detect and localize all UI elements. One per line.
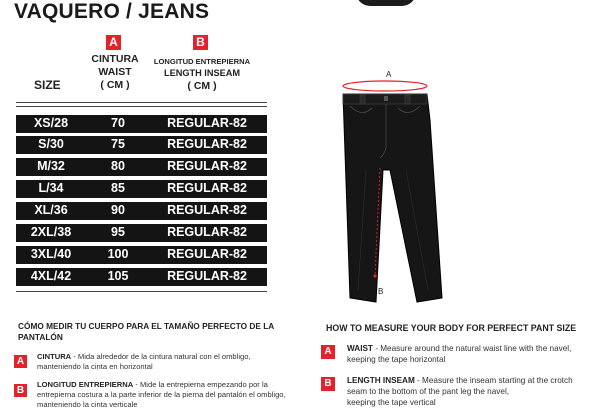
es-inseam-line3: manteniendo la cinta verticale: [37, 400, 138, 409]
product-image-fragment: [356, 0, 416, 6]
en-waist-line1: - Measure around the natural waist line with the navel,: [372, 344, 572, 353]
cell-waist: 100: [107, 247, 129, 261]
en-badge-b: B: [321, 377, 335, 391]
cell-waist: 95: [111, 225, 125, 239]
cell-size: 3XL/40: [30, 247, 72, 261]
jeans-icon: [343, 94, 442, 302]
waist-header-en: WAIST: [98, 66, 132, 78]
cell-waist: 90: [111, 203, 125, 217]
inseam-header-unit: ( CM ): [187, 80, 217, 92]
en-waist-term: WAIST: [347, 344, 373, 353]
es-waist-term: CINTURA: [37, 352, 72, 361]
cell-size: XL/36: [34, 203, 68, 217]
page-title: VAQUERO / JEANS: [14, 0, 210, 23]
en-inseam-line3: keeping the tape vertical: [347, 398, 436, 407]
table-bottom-divider: [16, 291, 267, 292]
button-icon: [384, 96, 388, 101]
header-divider: [16, 102, 267, 103]
inseam-header-en: LENGTH INSEAM: [163, 68, 241, 78]
inseam-header: [140, 56, 264, 93]
waist-header-unit: ( CM ): [100, 79, 130, 91]
jeans-diagram: [300, 60, 460, 318]
cell-inseam: REGULAR-82: [167, 137, 247, 151]
es-badge-b: B: [14, 384, 27, 397]
table-row: [16, 180, 267, 198]
es-inseam-term: LONGITUD ENTREPIERNA: [37, 380, 134, 389]
es-instructions-title: [18, 321, 274, 343]
cell-inseam: REGULAR-82: [167, 247, 247, 261]
es-inseam-line1: - Mide la entrepierna empezando por la: [133, 380, 268, 389]
cell-inseam: REGULAR-82: [167, 203, 247, 217]
es-title-line1: CÓMO MEDIR TU CUERPO PARA EL TAMAÑO PERFECTO DE LA: [18, 321, 275, 331]
size-header: SIZE: [34, 78, 61, 92]
en-badge-a: A: [321, 345, 335, 359]
cell-inseam: REGULAR-82: [167, 181, 247, 195]
cell-inseam: REGULAR-82: [167, 269, 247, 283]
es-waist-line1: - Mida alrededor de la cintura natural con el ombligo,: [71, 352, 251, 361]
inseam-badge: B: [193, 35, 208, 50]
es-inseam-line2: entrepierna costura a la parte inferior de la pierna del pantalón el ombligo,: [37, 390, 286, 399]
waist-measure-line: [343, 81, 427, 91]
table-row: [16, 268, 267, 286]
belt-loop: [405, 95, 410, 104]
en-waist-instructions: [347, 343, 599, 365]
inseam-measure-end: [373, 274, 376, 277]
cell-size: XS/28: [33, 116, 69, 130]
header-divider: [16, 106, 267, 107]
es-waist-line2: manteniendo la cinta en horizontal: [37, 362, 153, 371]
en-waist-line2: keeping the tape horizontal: [347, 355, 446, 364]
cell-size: S/30: [38, 137, 64, 151]
cell-size: L/34: [38, 181, 64, 195]
en-instructions-title: HOW TO MEASURE YOUR BODY FOR PERFECT PANT SIZE: [326, 323, 577, 333]
table-row: [16, 246, 267, 264]
en-inseam-line1: - Measure the inseam starting at the crotch: [414, 376, 573, 385]
cell-size: 2XL/38: [30, 225, 72, 239]
waist-header-es: CINTURA: [91, 53, 139, 65]
es-badge-a: A: [14, 355, 27, 368]
diagram-label-b: B: [378, 287, 384, 296]
cell-inseam: REGULAR-82: [167, 159, 247, 173]
cell-size: M/32: [37, 159, 65, 173]
table-row: [16, 202, 267, 220]
en-inseam-line2: seam to the bottom of the pant leg the navel,: [347, 387, 510, 396]
en-inseam-term: LENGTH INSEAM: [347, 376, 415, 385]
table-row: [16, 136, 267, 154]
belt-loop: [360, 95, 365, 104]
cell-size: 4XL/42: [30, 269, 72, 283]
cell-waist: 80: [111, 159, 125, 173]
table-row: [16, 224, 267, 242]
es-title-line2: PANTALÓN: [18, 332, 63, 342]
waist-badge: A: [106, 35, 121, 50]
inseam-header-es: LONGITUD ENTREPIERNA: [153, 57, 251, 66]
cell-waist: 75: [111, 137, 125, 151]
cell-waist: 70: [111, 116, 125, 130]
es-waist-instructions: [37, 352, 307, 372]
cell-inseam: REGULAR-82: [167, 225, 247, 239]
table-row: [16, 115, 267, 133]
diagram-label-a: A: [386, 70, 392, 79]
es-inseam-instructions: [37, 380, 312, 410]
table-row: [16, 158, 267, 176]
en-inseam-instructions: [347, 375, 599, 408]
cell-inseam: REGULAR-82: [167, 116, 247, 130]
cell-waist: 85: [111, 181, 125, 195]
cell-waist: 105: [107, 269, 129, 283]
